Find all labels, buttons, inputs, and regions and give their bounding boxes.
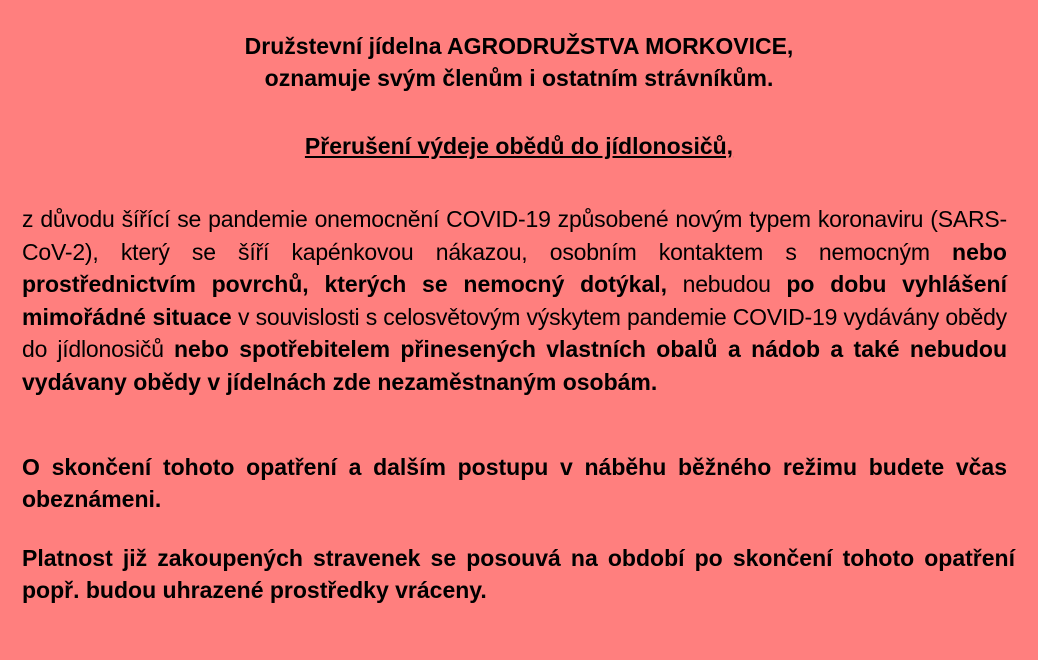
header-line-1: Družstevní jídelna AGRODRUŽSTVA MORKOVICE,	[244, 33, 794, 59]
main-bold-1: nebo prostřednictvím povrchů, kterých se nemocný dotýkal,	[22, 238, 1007, 298]
notice-subtitle: Přerušení výdeje obědů do jídlonosičů,	[304, 133, 734, 159]
main-text-3: v souvislosti s celosvětovým výskytem pandemie COVID-19 vydávány obědy do jídlonosičů	[22, 303, 1007, 363]
main-text-2: nebudou	[667, 271, 787, 298]
notice-header	[0, 30, 1038, 94]
main-text-1: z důvodu šířící se pandemie onemocnění COVID-19 způsobené novým typem koronaviru (SARS-CoV-2), který se šíří kapénkovou nákazou, osobním kontaktem s nemocným	[22, 206, 1007, 265]
main-bold-3: nebo spotřebitelem přinesených vlastních obalů a nádob a také nebudou vydávany obědy v jídelnách zde nezaměstnaným osobám.	[22, 336, 1007, 395]
end-of-measure-paragraph: O skončení tohoto opatření a dalším postupu v náběhu běžného režimu budete včas obeznámeni.	[22, 454, 1007, 512]
header-line-2: oznamuje svým členům i ostatním strávníkům.	[264, 65, 774, 91]
voucher-validity-paragraph: Platnost již zakoupených stravenek se posouvá na období po skončení tohoto opatření popř. budou uhrazené prostředky vráceny.	[22, 545, 1015, 603]
main-paragraph	[22, 203, 1007, 399]
main-bold-2: po dobu vyhlášení mimořádné situace	[22, 271, 1007, 330]
